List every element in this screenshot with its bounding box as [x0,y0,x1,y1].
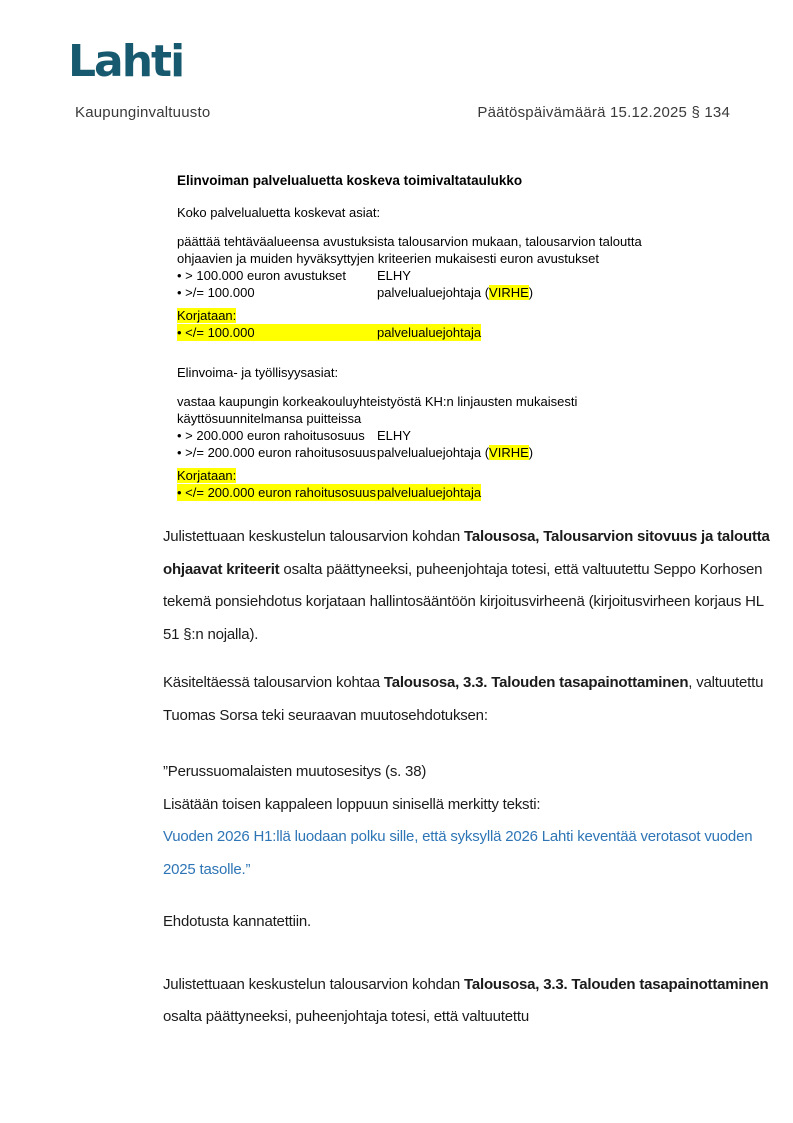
virhe-highlight: VIRHE [489,445,529,460]
table-row [177,284,667,301]
minutes-body [163,521,771,1050]
toimivalta-title: Elinvoiman palvelualuetta koskeva toimivaltataulukko [177,173,523,188]
row-authority: palvelualuejohtaja [377,485,482,500]
toimivalta-section-1 [177,204,667,341]
quote-line-2: Lisätään toisen kappaleen loppuun sinisellä merkitty teksti: [163,795,541,813]
section-heading: Koko palvelualuetta koskevat asiat: [177,205,381,220]
korjataan-row [177,324,481,341]
row-authority: ELHY [377,428,411,443]
row-condition: • </= 200.000 euron rahoitusosuus [177,484,377,501]
paragraph-1: Julistettuaan keskustelun talousarvion kohdan Talousosa, Talousarvion sitovuus ja taloutta ohjaavat kriteerit osalta päättyneeksi, puheenjohtaja totesi, että valtuutettu Seppo Korhosen tekemä ponsiehdotus korjataan hallintosääntöön kirjoitusvirheenä (kirjoitusvirheen korjaus HL 51 §:n nojalla). [163,528,770,643]
quote-line-1: ”Perussuomalaisten muutosesitys (s. 38) [163,763,427,780]
row-condition: • >/= 100.000 [177,284,377,301]
toimivalta-table [177,172,667,501]
row-condition: • >/= 200.000 euron rahoitusosuus [177,444,377,461]
document-header [75,104,730,121]
toimivalta-section-2 [177,364,667,501]
blue-insertion-text: Vuoden 2026 H1:llä luodaan polku sille, että syksyllä 2026 Lahti keventää verotasot vuoden 2025 tasolle.” [163,828,753,878]
bold-agenda-item: Talousosa, 3.3. Talouden tasapainottaminen [383,674,689,691]
paragraph-5: Julistettuaan keskustelun talousarvion kohdan Talousosa, 3.3. Talouden tasapainottaminen osalta päättyneeksi, puheenjohtaja totesi, että valtuutettu [163,975,769,1025]
row-authority: palvelualuejohtaja (VIRHE) [377,285,534,300]
table-row [177,267,667,284]
korjataan-block [177,467,667,501]
row-condition: • > 100.000 euron avustukset [177,267,377,284]
lahti-logo: Lahti [68,36,184,87]
row-authority: palvelualuejohtaja (VIRHE) [377,445,534,460]
paragraph-3-quote [163,756,771,886]
bold-agenda-item: Talousosa, 3.3. Talouden tasapainottaminen [464,975,769,993]
virhe-highlight: VIRHE [489,285,529,300]
korjataan-row [177,484,481,501]
row-condition: • </= 100.000 [177,324,377,341]
row-authority: palvelualuejohtaja [377,325,482,340]
bold-agenda-item: Talousosa, Talousarvion sitovuus ja taloutta ohjaavat kriteerit [163,528,770,578]
paragraph-4: Ehdotusta kannatettiin. [163,913,312,930]
header-decision-date: Päätöspäivämäärä 15.12.2025 § 134 [477,104,730,121]
row-condition: • > 200.000 euron rahoitusosuus [177,427,377,444]
korjataan-label: Korjataan: [177,468,237,483]
section-heading: Elinvoima- ja työllisyysasiat: [177,365,339,380]
header-org-name: Kaupunginvaltuusto [75,104,211,121]
section-description: vastaa kaupungin korkeakouluyhteistyöstä KH:n linjausten mukaisesti käyttösuunnitelmansa puitteissa [177,394,578,426]
section-description: päättää tehtäväalueensa avustuksista talousarvion mukaan, talousarvion taloutta ohjaavien ja muiden hyväksyttyjen kriteerien mukaisesti euron avustukset [177,234,642,266]
table-row [177,444,667,461]
korjataan-label: Korjataan: [177,308,237,323]
korjataan-block [177,307,667,341]
paragraph-2: Käsiteltäessä talousarvion kohtaa Talousosa, 3.3. Talouden tasapainottaminen, valtuutettu Tuomas Sorsa teki seuraavan muutosehdotuksen: [163,674,764,724]
table-row [177,427,667,444]
row-authority: ELHY [377,268,411,283]
